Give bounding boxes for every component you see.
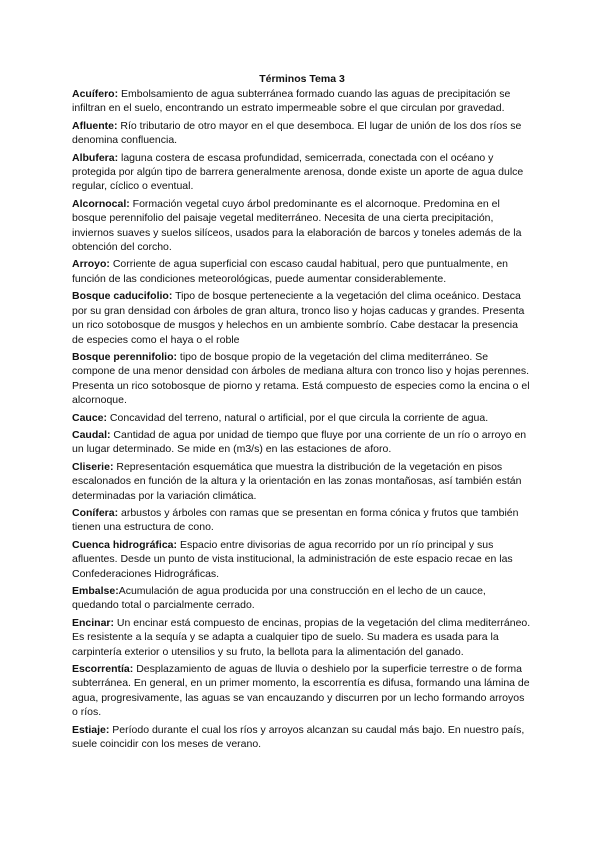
entry-term: Afluente: xyxy=(72,119,118,132)
entry-definition: Río tributario de otro mayor en el que desemboca. El lugar de unión de los dos ríos se denomina confluencia. xyxy=(72,119,522,147)
entry-term: Caudal: xyxy=(72,428,111,441)
glossary-entry-alcornocal xyxy=(72,197,532,255)
entry-term: Albufera: xyxy=(72,151,119,164)
glossary-entry-arroyo xyxy=(72,257,532,286)
entry-definition: Acumulación de agua producida por una construcción en el lecho de un cauce, quedando total o parcialmente cerrado. xyxy=(72,585,486,612)
entry-term: Bosque perennifolio: xyxy=(72,350,177,363)
glossary-entry-encinar xyxy=(72,616,532,659)
entry-term: Conífera: xyxy=(72,506,119,519)
entry-definition: Período durante el cual los ríos y arroyos alcanzan su caudal más bajo. En nuestro país, suele coincidir con los meses de verano. xyxy=(72,723,525,751)
entry-term: Estiaje: xyxy=(72,723,110,736)
entry-term: Cuenca hidrográfica: xyxy=(72,538,178,551)
entry-definition: Concavidad del terreno, natural o artificial, por el que circula la corriente de agua. xyxy=(107,411,489,424)
entry-definition: Representación esquemática que muestra la distribución de la vegetación en pisos escalonados en función de la altura y la orientación en las zonas montañosas, así también están determinadas por la variación climática. xyxy=(72,460,522,502)
glossary-entry-albufera xyxy=(72,151,532,194)
glossary-entry-conifera xyxy=(72,506,532,535)
entry-term: Bosque caducifolio: xyxy=(72,290,173,303)
entry-definition: laguna costera de escasa profundidad, semicerrada, conectada con el océano y protegida por algún tipo de barrera generalmente arenosa, donde existe un aporte de agua dulce regular, cíclico o eventual. xyxy=(72,151,524,193)
entry-definition: Tipo de bosque perteneciente a la vegetación del clima oceánico. Destaca por su gran densidad con árboles de gran altura, tronco liso y hojas caducas y grandes. Presenta un rico sotobosque de musgos y helechos en un ambiente sombrío. Cabe destacar la presencia de especies como el haya o el roble xyxy=(72,290,525,346)
glossary-entry-cauce xyxy=(72,411,532,425)
document-page xyxy=(72,72,532,754)
glossary-entry-escorrentia xyxy=(72,662,532,720)
entry-term: Encinar: xyxy=(72,616,115,629)
entry-definition: Desplazamiento de aguas de lluvia o deshielo por la superficie terrestre o de forma subterránea. En general, en un primer momento, la escorrentía es difusa, formando una lámina de agua, progresivamente, las aguas se van encauzando y discurren por un lecho formando arroyos o ríos. xyxy=(72,663,530,719)
glossary-entry-cuenca-hidrografica xyxy=(72,538,532,581)
entry-definition: tipo de bosque propio de la vegetación del clima mediterráneo. Se compone de una menor densidad con árboles de mediana altura con tronco liso y hojas perennes. Presenta un rico sotobosque de piorno y retama. Está compuesto de especies como la encina o el alcornoque. xyxy=(72,350,530,407)
glossary-entry-estiaje xyxy=(72,723,532,752)
glossary-entry-acuifero xyxy=(72,87,532,116)
entry-term: Arroyo: xyxy=(72,258,110,271)
entry-term: Cauce: xyxy=(72,411,108,424)
document-title: Términos Tema 3 xyxy=(259,73,345,85)
entry-definition: Espacio entre divisorias de agua recorrido por un río principal y sus afluentes. Desde un punto de vista institucional, la administración de este espacio recae en las Confederaciones Hidrográficas. xyxy=(72,538,513,580)
glossary-entry-caudal xyxy=(72,428,532,457)
entry-term: Cliserie: xyxy=(72,460,114,473)
glossary-entry-afluente xyxy=(72,119,532,148)
glossary-entry-bosque-perennifolio xyxy=(72,350,532,408)
glossary-entry-cliserie xyxy=(72,460,532,503)
entry-definition: arbustos y árboles con ramas que se presentan en forma cónica y frutos que también tienen una estructura de cono. xyxy=(72,506,519,534)
entry-term: Escorrentía: xyxy=(72,663,134,676)
glossary-entry-bosque-caducifolio xyxy=(72,289,532,347)
entry-term: Acuífero: xyxy=(72,88,119,100)
entry-definition: Formación vegetal cuyo árbol predominante es el alcornoque. Predomina en el bosque perennifolio del paisaje vegetal mediterráneo. Necesita de una cierta precipitación, inviernos suaves y suelos silíceos, usados para la elaboración de barcos y toneles además de la obtención del corcho. xyxy=(72,197,522,254)
entry-definition: Embolsamiento de agua subterránea formado cuando las aguas de precipitación se infiltran en el suelo, encontrando un estrato impermeable sobre el que circulan por gravedad. xyxy=(72,88,511,115)
entry-term: Embalse: xyxy=(72,585,119,597)
entry-term: Alcornocal: xyxy=(72,197,130,210)
entry-definition: Un encinar está compuesto de encinas, propias de la vegetación del clima mediterráneo. Es resistente a la sequía y se adapta a cualquier tipo de suelo. Su madera es usada para la carpintería exterior o utensilios y su fruto, la bellota para la alimentación del ganado. xyxy=(72,616,531,658)
entry-definition: Cantidad de agua por unidad de tiempo que fluye por una corriente de un río o arroyo en un lugar determinado. Se mide en (m3/s) en las estaciones de aforo. xyxy=(72,428,527,456)
glossary-entry-embalse xyxy=(72,584,532,613)
entry-definition: Corriente de agua superficial con escaso caudal habitual, pero que puntualmente, en función de las condiciones meteorológicas, puede aumentar considerablemente. xyxy=(72,258,509,285)
